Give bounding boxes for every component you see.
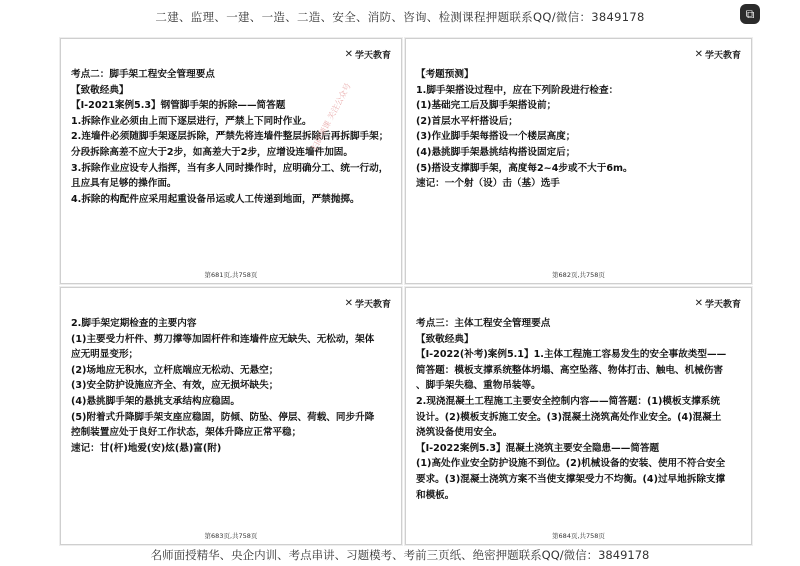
text-line: (4)悬挑脚手架悬挑结构搭设固定后；: [416, 146, 576, 158]
text-line: (1)主要受力杆件、剪刀撑等加固杆件和连墙件应无缺失、无松动，架体: [71, 333, 375, 345]
text-line: 分段拆除高差不应大于2步，如高差大于2步，应增设连墙件加固。: [71, 146, 353, 158]
text-line: (2)场地应无积水，立杆底端应无松动、无悬空；: [71, 364, 279, 376]
text-line: 控制装置应处于良好工作状态，架体升降应正常平稳；: [71, 427, 302, 439]
text-line: (3)安全防护设施应齐全、有效，应无损坏缺失；: [71, 380, 279, 392]
text-line: 和模板。: [416, 489, 455, 501]
page-3-content: [71, 316, 393, 456]
subheading: 【致敬经典】: [71, 84, 129, 96]
text-line: 4.拆除的构配件应采用起重设备吊运或人工传递到地面，严禁抛掷。: [71, 193, 360, 205]
text-line: 2.现浇混凝土工程施工主要安全控制内容——简答题：(1)模板支撑系统: [416, 395, 720, 407]
text-line: (4)悬挑脚手架的悬挑支承结构应稳固。: [71, 395, 240, 407]
subheading: 【致敬经典】: [416, 333, 474, 345]
page-number: 第684页,共758页: [552, 532, 605, 540]
text-line: 浇筑设备使用安全。: [416, 427, 503, 439]
text-line: 设计。(2)模板支拆施工安全。(3)混凝土浇筑高处作业安全。(4)混凝土: [416, 411, 722, 423]
brand-name: 学天教育: [704, 300, 741, 310]
text-line: 1.脚手架搭设过程中，应在下列阶段进行检查：: [416, 84, 619, 96]
page-number: 第682页,共758页: [552, 271, 605, 279]
brand-mark-icon: ✕: [344, 49, 353, 60]
mnemonic-line: 速记：一个射（设）击（基）选手: [416, 178, 560, 190]
bottom-promo-text: 名师面授精华、央企内训、考点串讲、习题模考、考前三页纸、绝密押题联系QQ/微信：3849178: [150, 548, 650, 562]
page-number: 第683页,共758页: [204, 532, 258, 540]
brand-logo: [345, 297, 391, 310]
brand-mark-icon: ✕: [694, 298, 703, 309]
text-line: 3.拆除作业应设专人指挥，当有多人同时操作时，应明确分工、统一行动，: [71, 162, 389, 174]
text-line: 简答题：模板支撑系统整体坍塌、高空坠落、物体打击、触电、机械伤害: [416, 364, 723, 376]
text-line: 要求。(3)混凝土浇筑方案不当使支撑架受力不均衡。(4)过早地拆除支撑: [416, 473, 726, 485]
text-line: 2.连墙件必须随脚手架逐层拆除，严禁先将连墙件整层拆除后再拆脚手架；: [71, 131, 389, 143]
brand-mark-icon: ✕: [694, 49, 703, 60]
text-line: 且应具有足够的操作面。: [71, 178, 177, 190]
section-heading: 考点二：脚手架工程安全管理要点: [71, 69, 215, 80]
text-line: (2)首层水平杆搭设后；: [416, 115, 518, 127]
document-page-3: [60, 287, 402, 545]
subheading: 【考题预测】: [416, 69, 474, 80]
text-line: (5)搭设支撑脚手架，高度每2~4步或不大于6m。: [416, 162, 633, 174]
page-4-content: [416, 316, 743, 503]
document-page-2: [405, 38, 752, 284]
text-line: 应无明显变形；: [71, 349, 139, 361]
brand-mark-icon: ✕: [344, 298, 353, 309]
bottom-promo-banner: [0, 545, 800, 565]
brand-name: 学天教育: [704, 51, 741, 61]
brand-name: 学天教育: [354, 300, 391, 310]
brand-logo: [345, 48, 391, 61]
top-promo-text: 二建、监理、一建、一造、二造、安全、消防、咨询、检测课程押题联系QQ/微信：3849178: [155, 10, 645, 24]
question-title: 【Ⅰ-2022案例5.3】混凝土浇筑主要安全隐患——简答题: [416, 442, 660, 454]
page-number: 第681页,共758页: [204, 271, 258, 279]
section-heading: 考点三：主体工程安全管理要点: [416, 318, 551, 329]
scan-icon[interactable]: ⧉: [740, 4, 760, 24]
question-title: 【Ⅰ-2021案例5.3】钢管脚手架的拆除——简答题: [71, 100, 286, 112]
top-promo-banner: [0, 0, 800, 34]
brand-logo: [695, 297, 741, 310]
text-line: 、脚手架失稳、重物吊装等。: [416, 380, 541, 392]
mnemonic-line: 速记：甘(杆)地爱(安)炫(悬)富(附): [71, 442, 222, 454]
watermark-text: 扫码领课 关注公众号: [309, 81, 353, 152]
text-line: (5)附着式升降脚手架支座应稳固，防倾、防坠、停层、荷载、同步升降: [71, 411, 375, 423]
brand-logo: [695, 48, 741, 61]
page-2-content: [416, 67, 743, 192]
text-line: 1.拆除作业必须由上而下逐层进行，严禁上下同时作业。: [71, 115, 312, 127]
brand-name: 学天教育: [354, 51, 391, 61]
document-page-4: [405, 287, 752, 545]
text-line: (1)高处作业安全防护设施不到位。(2)机械设备的安装、使用不符合安全: [416, 458, 726, 470]
section-heading: 2.脚手架定期检查的主要内容: [71, 318, 197, 329]
document-page-1: [60, 38, 402, 284]
question-title: 【Ⅰ-2022(补考)案例5.1】1.主体工程施工容易发生的安全事故类型——: [416, 349, 727, 361]
text-line: (3)作业脚手架每搭设一个楼层高度；: [416, 131, 576, 143]
text-line: (1)基础完工后及脚手架搭设前；: [416, 100, 557, 112]
